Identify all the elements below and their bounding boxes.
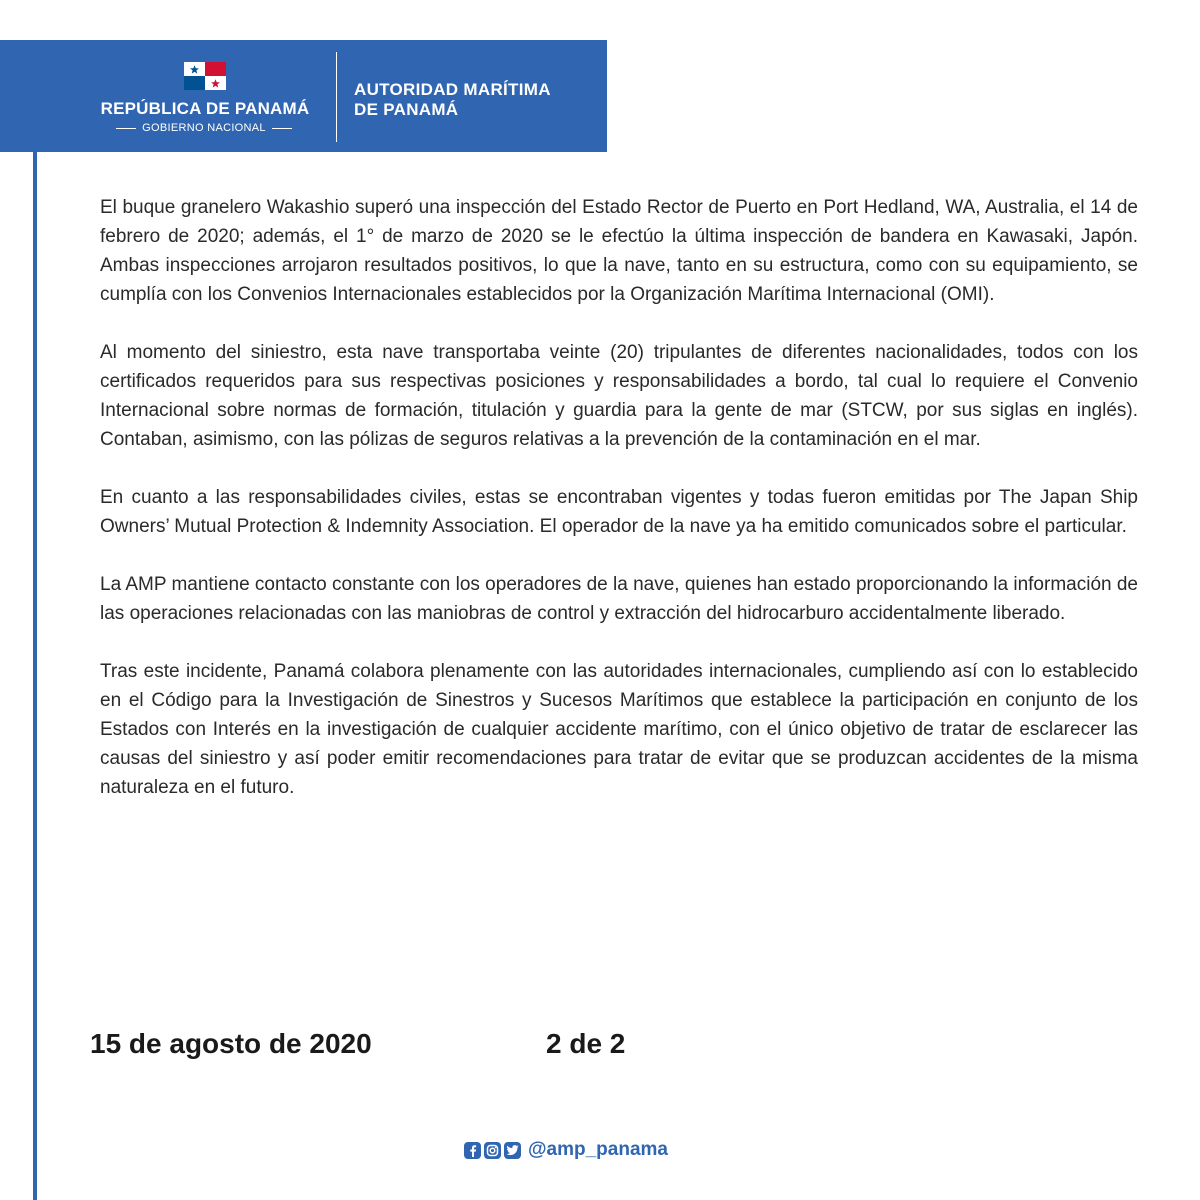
flag-blue-quarter xyxy=(184,76,205,90)
header-divider xyxy=(336,52,337,142)
panama-flag-icon xyxy=(184,62,226,90)
country-name: REPÚBLICA DE PANAMÁ xyxy=(100,99,310,118)
statement-date: 15 de agosto de 2020 xyxy=(90,1028,372,1059)
government-line xyxy=(104,122,304,134)
page-number: 2 de 2 xyxy=(546,1028,626,1059)
flag-red-quarter xyxy=(205,62,226,76)
paragraph-investigation: Tras este incidente, Panamá colabora plenamente con las autoridades internacionales, cumpliendo así con lo establecido en el Código para la Investigación de Sinestros y Sucesos Marítimos que establece la participación en conjunto de los Estados con Interés en la investigación de cualquier accidente marítimo, con el único objetivo de tratar de esclarecer las causas del siniestro y así poder emitir recomendaciones para tratar de evitar que se produzcan accidentes de la misma naturaleza en el futuro. xyxy=(100,661,1138,798)
government-name: GOBIERNO NACIONAL xyxy=(142,122,266,134)
twitter-icon[interactable] xyxy=(504,1142,521,1159)
authority-line-1: AUTORIDAD MARÍTIMA xyxy=(354,80,551,99)
paragraph-liability: En cuanto a las responsabilidades civiles, estas se encontraban vigentes y todas fueron emitidas por The Japan Ship Owners’ Mutual Protection & Indemnity Association. El operador de la nave ya ha emitido comunicados sobre el particular. xyxy=(100,487,1138,537)
paragraph-contact: La AMP mantiene contacto constante con los operadores de la nave, quienes han estado proporcionando la información de las operaciones relacionadas con las maniobras de control y extracción del hidrocarburo accidentalmente liberado. xyxy=(100,574,1138,624)
statement-body xyxy=(100,193,1138,831)
paragraph-crew: Al momento del siniestro, esta nave transportaba veinte (20) tripulantes de diferentes nacionalidades, todos con los certificados requeridos para sus respectivas posiciones y responsabilidades a bordo, tal cual lo requiere el Convenio Internacional sobre normas de formación, titulación y guardia para la gente de mar (STCW, por sus siglas en inglés). Contaban, asimismo, con las pólizas de seguros relativas a la prevención de la contaminación en el mar. xyxy=(100,342,1138,450)
gov-dash-left xyxy=(116,128,136,129)
facebook-icon[interactable] xyxy=(464,1142,481,1159)
social-handle[interactable]: @amp_panama xyxy=(528,1139,668,1160)
authority-name xyxy=(354,80,604,120)
instagram-icon[interactable] xyxy=(484,1142,501,1159)
paragraph-inspections: El buque granelero Wakashio superó una inspección del Estado Rector de Puerto en Port Hedland, WA, Australia, el 14 de febrero de 2020; además, el 1° de marzo de 2020 se le efectúo la última inspección de bandera en Kawasaki, Japón. Ambas inspecciones arrojaron resultados positivos, lo que la nave, tanto en su estructura, como con su equipamiento, se cumplía con los Convenios Internacionales establecidos por la Organización Marítima Internacional (OMI). xyxy=(100,197,1138,305)
authority-line-2: DE PANAMÁ xyxy=(354,100,459,119)
gov-dash-right xyxy=(272,128,292,129)
left-accent-rule xyxy=(33,152,37,1200)
social-footer xyxy=(464,1138,668,1162)
